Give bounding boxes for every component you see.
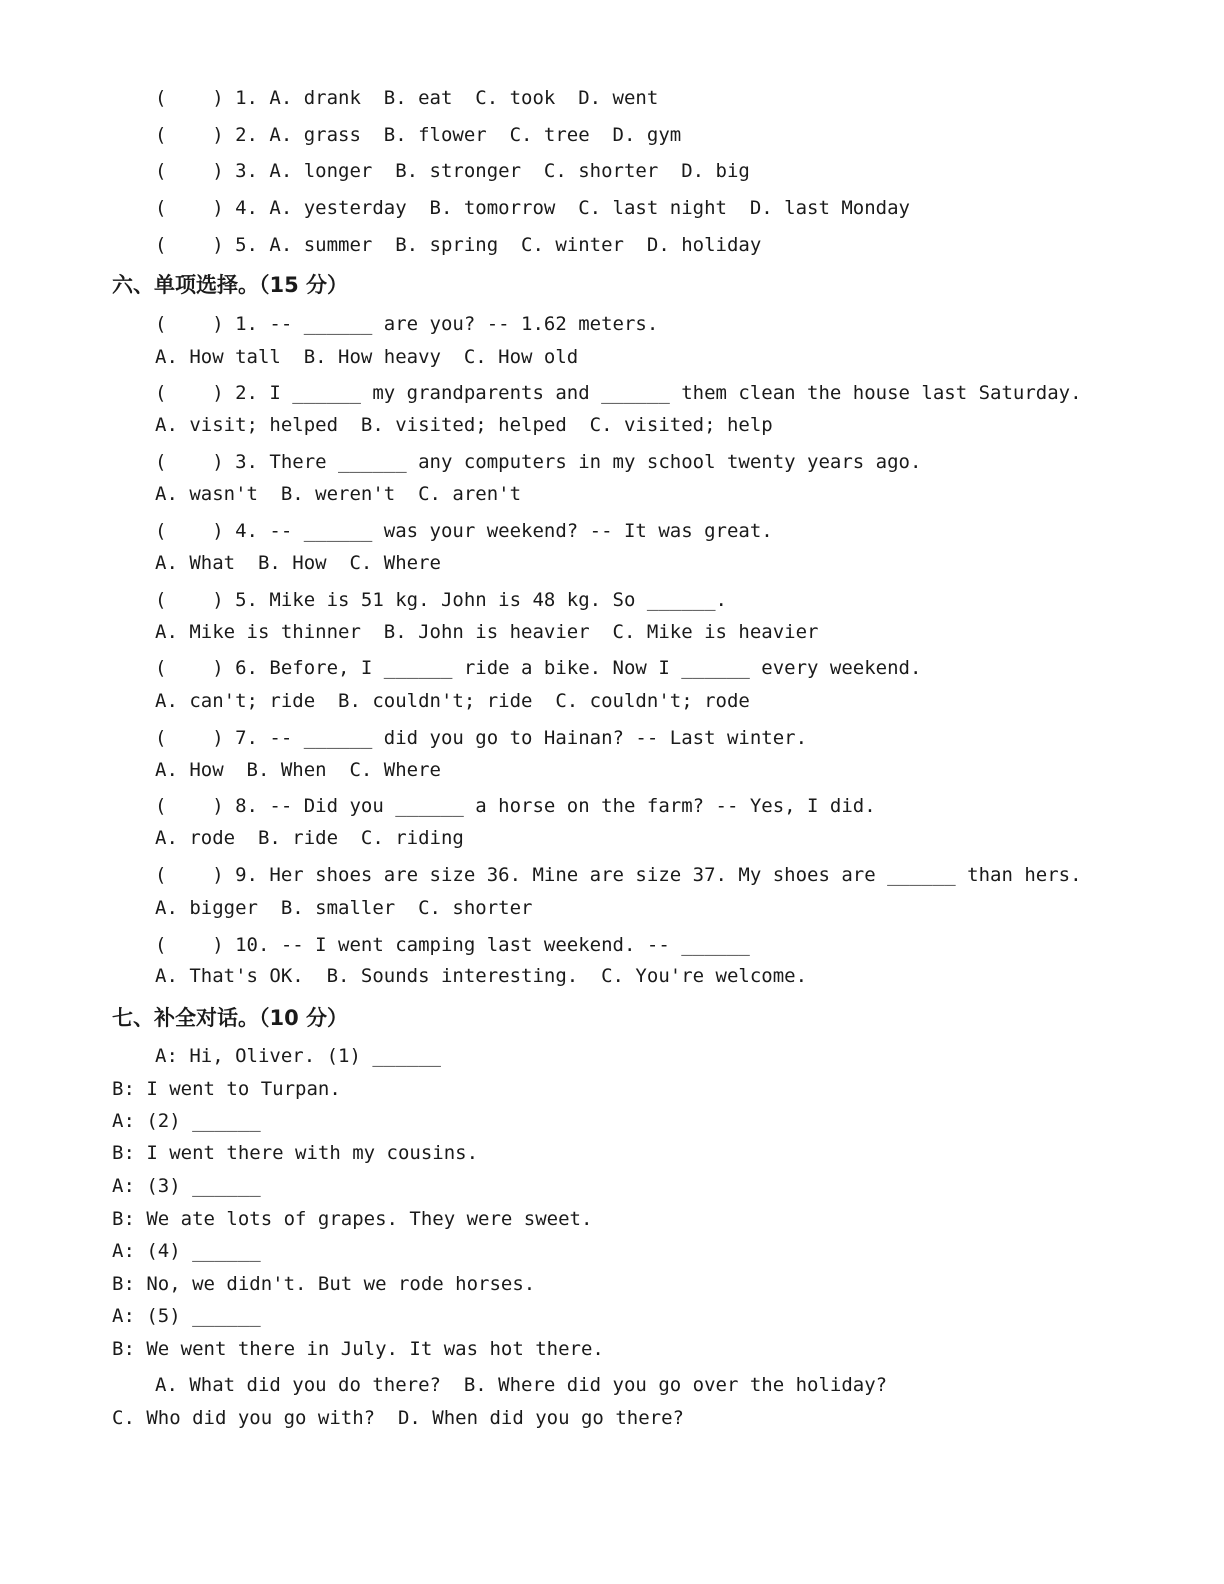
sec6-question-10: ( ) 10. -- I went camping last weekend. -- ______ [155, 934, 750, 956]
sec6-question-2: ( ) 2. I ______ my grandparents and ______ them clean the house last Saturday. [155, 382, 1082, 404]
sec6-options-3: A. wasn't B. weren't C. aren't [155, 483, 522, 505]
dialog-line-2: B: I went to Turpan. [112, 1078, 341, 1100]
sec6-question-5: ( ) 5. Mike is 51 kg. John is 48 kg. So ______. [155, 589, 727, 611]
sec6-options-4: A. What B. How C. Where [155, 552, 441, 574]
dialog-line-6: B: We ate lots of grapes. They were sweet. [112, 1208, 593, 1230]
sec6-question-1: ( ) 1. -- ______ are you? -- 1.62 meters. [155, 313, 659, 335]
sec6-question-4: ( ) 4. -- ______ was your weekend? -- It was great. [155, 520, 773, 542]
dialog-choices-line-1: A. What did you do there? B. Where did you go over the holiday? [155, 1374, 888, 1396]
sec5-item-4: ( ) 4. A. yesterday B. tomorrow C. last night D. last Monday [155, 197, 910, 219]
dialog-line-3: A: (2) ______ [112, 1110, 261, 1132]
sec6-options-10: A. That's OK. B. Sounds interesting. C. You're welcome. [155, 965, 808, 987]
sec6-options-5: A. Mike is thinner B. John is heavier C. Mike is heavier [155, 621, 819, 643]
sec5-item-1: ( ) 1. A. drank B. eat C. took D. went [155, 87, 659, 109]
section7-heading: 七、补全对话。（10 分） [112, 1006, 349, 1030]
sec6-options-8: A. rode B. ride C. riding [155, 827, 464, 849]
sec6-question-8: ( ) 8. -- Did you ______ a horse on the farm? -- Yes, I did. [155, 795, 876, 817]
sec6-question-7: ( ) 7. -- ______ did you go to Hainan? -- Last winter. [155, 727, 808, 749]
sec6-options-9: A. bigger B. smaller C. shorter [155, 897, 533, 919]
sec6-question-6: ( ) 6. Before, I ______ ride a bike. Now I ______ every weekend. [155, 657, 922, 679]
dialog-line-8: B: No, we didn't. But we rode horses. [112, 1273, 536, 1295]
sec5-item-3: ( ) 3. A. longer B. stronger C. shorter D. big [155, 160, 750, 182]
sec6-options-7: A. How B. When C. Where [155, 759, 441, 781]
dialog-choices-line-2: C. Who did you go with? D. When did you go there? [112, 1407, 684, 1429]
dialog-line-7: A: (4) ______ [112, 1240, 261, 1262]
sec6-question-3: ( ) 3. There ______ any computers in my school twenty years ago. [155, 451, 922, 473]
sec5-item-2: ( ) 2. A. grass B. flower C. tree D. gym [155, 124, 682, 146]
sec6-options-2: A. visit; helped B. visited; helped C. visited; help [155, 414, 773, 436]
sec6-options-1: A. How tall B. How heavy C. How old [155, 346, 579, 368]
sec6-options-6: A. can't; ride B. couldn't; ride C. couldn't; rode [155, 690, 750, 712]
dialog-line-9: A: (5) ______ [112, 1305, 261, 1327]
sec5-item-5: ( ) 5. A. summer B. spring C. winter D. holiday [155, 234, 762, 256]
dialog-line-4: B: I went there with my cousins. [112, 1142, 479, 1164]
dialog-line-5: A: (3) ______ [112, 1175, 261, 1197]
dialog-line-10: B: We went there in July. It was hot there. [112, 1338, 604, 1360]
dialog-line-1: A: Hi, Oliver. (1) ______ [155, 1045, 441, 1067]
section6-heading: 六、单项选择。（15 分） [112, 273, 349, 297]
sec6-question-9: ( ) 9. Her shoes are size 36. Mine are size 37. My shoes are ______ than hers. [155, 864, 1082, 886]
